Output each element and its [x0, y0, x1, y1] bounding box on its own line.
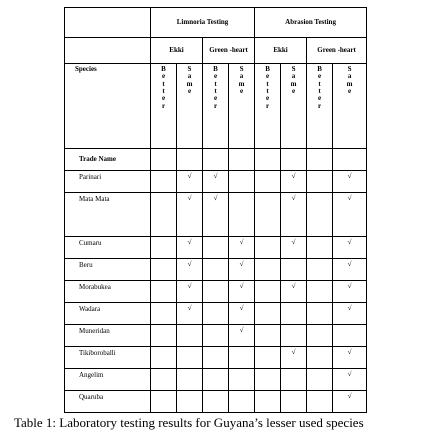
empty-cell [151, 237, 177, 259]
check-mark: √ [333, 369, 367, 391]
check-mark: √ [333, 237, 367, 259]
empty-cell [281, 391, 307, 413]
empty-cell [203, 325, 229, 347]
empty-cell [307, 281, 333, 303]
group-header-limnoria: Limnoria Testing [151, 8, 255, 38]
check-mark: √ [229, 237, 255, 259]
wood-header-greenheart: Green -heart [203, 38, 255, 64]
trade-name-row [65, 149, 367, 171]
check-mark: √ [177, 259, 203, 281]
wood-header-greenheart: Green -heart [307, 38, 367, 64]
empty-cell [151, 325, 177, 347]
empty-cell [203, 149, 229, 171]
empty-cell [307, 369, 333, 391]
check-mark: √ [333, 303, 367, 325]
wood-header-row [65, 38, 367, 64]
empty-cell [151, 347, 177, 369]
empty-cell [203, 303, 229, 325]
table-row [65, 259, 367, 281]
check-mark: √ [229, 325, 255, 347]
check-mark: √ [333, 391, 367, 413]
empty-cell [307, 237, 333, 259]
check-mark: √ [333, 259, 367, 281]
empty-cell [255, 259, 281, 281]
empty-cell [151, 193, 177, 237]
check-mark: √ [229, 259, 255, 281]
empty-cell [151, 259, 177, 281]
empty-cell [255, 347, 281, 369]
empty-cell [229, 193, 255, 237]
species-name: Muneridan [65, 325, 151, 347]
measure-header-same: S a m e [281, 64, 307, 149]
check-mark: √ [203, 171, 229, 193]
empty-cell [151, 303, 177, 325]
empty-cell [177, 391, 203, 413]
table-row [65, 171, 367, 193]
empty-cell [177, 325, 203, 347]
check-mark: √ [333, 193, 367, 237]
check-mark: √ [229, 303, 255, 325]
results-table [64, 7, 367, 413]
species-header: Species [65, 64, 151, 149]
empty-cell [151, 149, 177, 171]
species-name: Parinari [65, 171, 151, 193]
species-name: Mata Mata [65, 193, 151, 237]
table-caption: Table 1: Laboratory testing results for Guyana’s lesser used species [14, 415, 364, 430]
empty-cell [177, 369, 203, 391]
empty-cell [307, 303, 333, 325]
empty-cell [229, 149, 255, 171]
empty-cell [255, 303, 281, 325]
table-row [65, 193, 367, 237]
empty-cell [151, 391, 177, 413]
check-mark: √ [281, 171, 307, 193]
empty-cell [333, 325, 367, 347]
table-row [65, 391, 367, 413]
empty-cell [255, 325, 281, 347]
corner-cell [65, 38, 151, 64]
empty-cell [229, 391, 255, 413]
check-mark: √ [281, 281, 307, 303]
table-row [65, 281, 367, 303]
empty-cell [255, 149, 281, 171]
empty-cell [255, 281, 281, 303]
empty-cell [307, 259, 333, 281]
empty-cell [307, 171, 333, 193]
measure-header-row [65, 64, 367, 149]
empty-cell [307, 193, 333, 237]
measure-header-better: B e t t e r [255, 64, 281, 149]
empty-cell [203, 347, 229, 369]
table-row [65, 237, 367, 259]
wood-header-ekki: Ekki [151, 38, 203, 64]
empty-cell [255, 193, 281, 237]
measure-header-better: B e t t e r [203, 64, 229, 149]
check-mark: √ [229, 281, 255, 303]
species-name: Quaruba [65, 391, 151, 413]
check-mark: √ [177, 303, 203, 325]
species-name: Tikiboroballi [65, 347, 151, 369]
check-mark: √ [203, 193, 229, 237]
check-mark: √ [177, 237, 203, 259]
check-mark: √ [281, 193, 307, 237]
empty-cell [203, 369, 229, 391]
table-row [65, 347, 367, 369]
check-mark: √ [177, 281, 203, 303]
empty-cell [307, 391, 333, 413]
species-name: Cumaru [65, 237, 151, 259]
table-row [65, 303, 367, 325]
empty-cell [255, 237, 281, 259]
species-name: Wadara [65, 303, 151, 325]
empty-cell [203, 281, 229, 303]
empty-cell [229, 347, 255, 369]
empty-cell [177, 347, 203, 369]
empty-cell [203, 259, 229, 281]
check-mark: √ [177, 193, 203, 237]
check-mark: √ [177, 171, 203, 193]
empty-cell [307, 325, 333, 347]
empty-cell [255, 391, 281, 413]
empty-cell [281, 325, 307, 347]
empty-cell [151, 281, 177, 303]
empty-cell [229, 171, 255, 193]
corner-cell [65, 8, 151, 38]
empty-cell [151, 369, 177, 391]
measure-header-better: B e t t e r [151, 64, 177, 149]
measure-header-same: S a m e [177, 64, 203, 149]
empty-cell [281, 369, 307, 391]
table-row [65, 369, 367, 391]
trade-name-label: Trade Name [65, 149, 151, 171]
empty-cell [151, 171, 177, 193]
check-mark: √ [333, 171, 367, 193]
empty-cell [333, 149, 367, 171]
empty-cell [255, 171, 281, 193]
measure-header-better: B e t t e r [307, 64, 333, 149]
table-row [65, 325, 367, 347]
empty-cell [255, 369, 281, 391]
empty-cell [203, 391, 229, 413]
empty-cell [229, 369, 255, 391]
check-mark: √ [333, 281, 367, 303]
check-mark: √ [333, 347, 367, 369]
empty-cell [177, 149, 203, 171]
empty-cell [203, 237, 229, 259]
measure-header-same: S a m e [229, 64, 255, 149]
group-header-row [65, 8, 367, 38]
measure-header-same: S a m e [333, 64, 367, 149]
empty-cell [281, 259, 307, 281]
empty-cell [281, 149, 307, 171]
check-mark: √ [281, 237, 307, 259]
empty-cell [307, 149, 333, 171]
group-header-abrasion: Abrasion Testing [255, 8, 367, 38]
species-name: Angelim [65, 369, 151, 391]
species-name: Beru [65, 259, 151, 281]
empty-cell [281, 303, 307, 325]
check-mark: √ [281, 347, 307, 369]
species-name: Morabukea [65, 281, 151, 303]
wood-header-ekki: Ekki [255, 38, 307, 64]
empty-cell [307, 347, 333, 369]
